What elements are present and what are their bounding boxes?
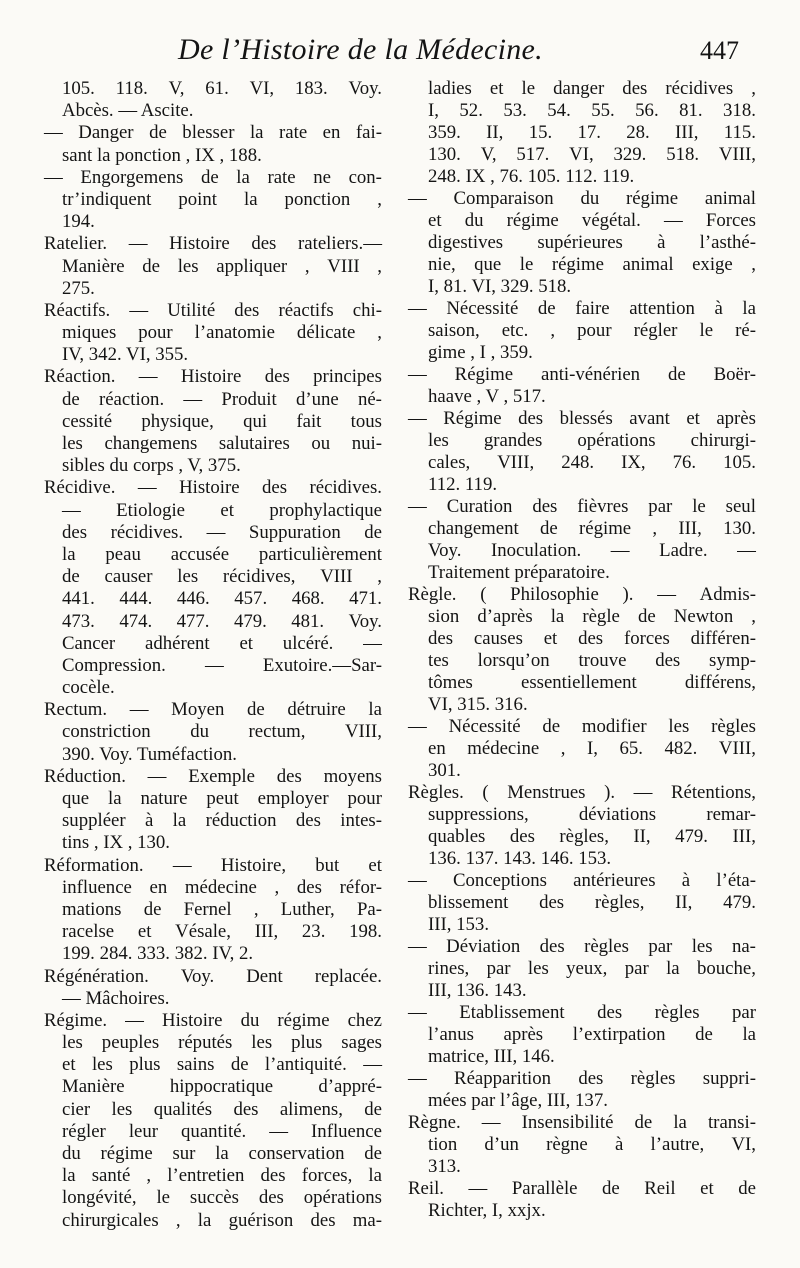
index-line: — Nécessité de faire attention à la <box>408 298 756 319</box>
index-line: — Engorgemens de la rate ne con- <box>44 166 382 188</box>
index-line: — Conceptions antérieures à l’éta- <box>408 870 756 891</box>
index-line: tômes essentiellement différens, <box>428 672 756 693</box>
index-line: 313. <box>428 1156 461 1177</box>
index-line: sion d’après la règle de Newton , <box>428 606 756 627</box>
index-line: digestives supérieures à l’asthé- <box>428 232 756 253</box>
index-line: 136. 137. 143. 146. 153. <box>428 848 612 869</box>
index-line: des récidives. — Suppuration de <box>62 521 382 543</box>
index-line: — Réapparition des règles suppri- <box>408 1068 756 1089</box>
index-line: racelse et Vésale, III, 23. 198. <box>62 921 382 943</box>
index-line: Rectum. — Moyen de détruire la <box>44 699 382 721</box>
index-line: de réaction. — Produit d’une né- <box>62 388 382 410</box>
index-line: VI, 315. 316. <box>428 694 528 715</box>
index-line: 473. 474. 477. 479. 481. Voy. <box>62 610 382 632</box>
index-line: 130. V, 517. VI, 329. 518. VIII, <box>428 144 756 165</box>
index-line: les peuples réputés les plus sages <box>62 1032 382 1054</box>
index-line: Reil. — Parallèle de Reil et de <box>408 1178 756 1199</box>
index-line: gime , I , 359. <box>428 342 533 363</box>
index-line: Régénération. Voy. Dent replacée. <box>44 965 382 987</box>
index-line: — Mâchoires. <box>62 987 170 1009</box>
index-line: régler leur quantité. — Influence <box>62 1120 382 1142</box>
index-line: rines, par les yeux, par la bouche, <box>428 958 756 979</box>
index-line: Abcès. — Ascite. <box>62 100 194 122</box>
index-line: 359. II, 15. 17. 28. III, 115. <box>428 122 756 143</box>
index-line: I, 81. VI, 329. 518. <box>428 276 572 297</box>
index-line: matrice, III, 146. <box>428 1046 555 1067</box>
index-line: — Régime des blessés avant et après <box>408 408 756 429</box>
index-line: l’anus après l’extirpation de la <box>428 1024 756 1045</box>
index-line: III, 136. 143. <box>428 980 527 1001</box>
index-line: Richter, I, xxjx. <box>428 1200 546 1221</box>
index-line: et du régime végétal. — Forces <box>428 210 756 231</box>
index-line: constriction du rectum, VIII, <box>62 721 382 743</box>
page-header <box>0 26 800 76</box>
index-column-left <box>44 78 382 1232</box>
index-line: III, 153. <box>428 914 490 935</box>
index-line: les grandes opérations chirurgi- <box>428 430 756 451</box>
index-line: — Régime anti-vénérien de Boër- <box>408 364 756 385</box>
index-line: 112. 119. <box>428 474 498 495</box>
index-line: que la nature peut employer pour <box>62 788 382 809</box>
index-line: cocèle. <box>62 677 115 699</box>
index-line: miques pour l’anatomie délicate , <box>62 322 382 344</box>
index-line: Règle. ( Philosophie ). — Admis- <box>408 584 756 605</box>
index-line: 194. <box>62 211 95 233</box>
index-line: cales, VIII, 248. IX, 76. 105. <box>428 452 756 473</box>
index-line: Réformation. — Histoire, but et <box>44 854 382 876</box>
index-line: 105. 118. V, 61. VI, 183. Voy. <box>62 78 382 99</box>
index-line: Cancer adhérent et ulcéré. — <box>62 632 382 654</box>
page-number: 447 <box>700 36 739 65</box>
index-line: Manière de les appliquer , VIII , <box>62 255 382 277</box>
index-line: Réactifs. — Utilité des réactifs chi- <box>44 299 382 321</box>
index-line: 441. 444. 446. 457. 468. 471. <box>62 588 382 610</box>
index-line: — Etiologie et prophylactique <box>62 499 382 521</box>
index-line: tins , IX , 130. <box>62 832 170 854</box>
index-line: tes lorsqu’on trouve des symp- <box>428 650 756 671</box>
index-line: tion d’un règne à l’autre, VI, <box>428 1134 756 1155</box>
index-line: de causer les récidives, VIII , <box>62 566 382 588</box>
index-line: nie, que le régime animal exige , <box>428 254 756 275</box>
index-line: 301. <box>428 760 461 781</box>
index-line: ladies et le danger des récidives , <box>428 78 756 99</box>
index-line: haave , V , 517. <box>428 386 546 407</box>
index-line: cessité physique, qui fait tous <box>62 410 382 432</box>
index-line: sant la ponction , IX , 188. <box>62 144 262 166</box>
index-line: — Etablissement des règles par <box>408 1002 756 1023</box>
index-line: la peau accusée particulièrement <box>62 543 382 565</box>
index-line: Réaction. — Histoire des principes <box>44 366 382 388</box>
index-line: suppléer à la réduction des intes- <box>62 810 382 832</box>
index-line: influence en médecine , des réfor- <box>62 876 382 898</box>
index-line: Compression. — Exutoire.—Sar- <box>62 654 382 676</box>
index-line: Manière hippocratique d’appré- <box>62 1076 382 1098</box>
index-line: en médecine , I, 65. 482. VIII, <box>428 738 756 759</box>
index-line: 248. IX , 76. 105. 112. 119. <box>428 166 635 187</box>
index-line: — Déviation des règles par les na- <box>408 936 756 957</box>
index-line: — Nécessité de modifier les règles <box>408 716 756 737</box>
index-line: suppressions, déviations remar- <box>428 804 756 825</box>
index-line: les changemens salutaires ou nui- <box>62 433 382 454</box>
index-line: I, 52. 53. 54. 55. 56. 81. 318. <box>428 100 756 121</box>
index-line: Traitement préparatoire. <box>428 562 610 583</box>
index-line: Voy. Inoculation. — Ladre. — <box>428 540 756 561</box>
index-line: Récidive. — Histoire des récidives. <box>44 477 382 499</box>
index-line: Ratelier. — Histoire des rateliers.— <box>44 233 382 255</box>
index-line: 390. Voy. Tuméfaction. <box>62 743 237 765</box>
index-line: des causes et des forces différen- <box>428 628 756 649</box>
index-line: 275. <box>62 277 95 299</box>
index-line: cier les qualités des alimens, de <box>62 1098 382 1120</box>
index-line: — Danger de blesser la rate en fai- <box>44 122 382 144</box>
running-title: De l’Histoire de la Médecine. <box>178 33 543 66</box>
index-line: mées par l’âge, III, 137. <box>428 1090 608 1111</box>
index-line: chirurgicales , la guérison des ma- <box>62 1209 382 1231</box>
index-line: Régime. — Histoire du régime chez <box>44 1009 382 1031</box>
index-line: mations de Fernel , Luther, Pa- <box>62 898 382 920</box>
index-line: changement de régime , III, 130. <box>428 518 756 539</box>
index-column-right <box>408 78 756 1222</box>
index-line: du régime sur la conservation de <box>62 1143 382 1164</box>
index-line: Règne. — Insensibilité de la transi- <box>408 1112 756 1133</box>
index-line: tr’indiquent point la ponction , <box>62 188 382 210</box>
index-line: Réduction. — Exemple des moyens <box>44 765 382 787</box>
index-line: IV, 342. VI, 355. <box>62 344 189 366</box>
index-line: blissement des règles, II, 479. <box>428 892 756 913</box>
index-line: la santé , l’entretien des forces, la <box>62 1165 382 1187</box>
index-line: quables des règles, II, 479. III, <box>428 826 756 847</box>
index-line: — Curation des fièvres par le seul <box>408 496 756 517</box>
index-line: Règles. ( Menstrues ). — Rétentions, <box>408 782 756 803</box>
index-line: saison, etc. , pour régler le ré- <box>428 320 756 341</box>
index-line: et les plus sains de l’antiquité. — <box>62 1054 382 1076</box>
index-line: longévité, le succès des opérations <box>62 1187 382 1209</box>
index-line: — Comparaison du régime animal <box>408 188 756 209</box>
index-line: sibles du corps , V, 375. <box>62 455 241 477</box>
index-line: 199. 284. 333. 382. IV, 2. <box>62 943 254 965</box>
